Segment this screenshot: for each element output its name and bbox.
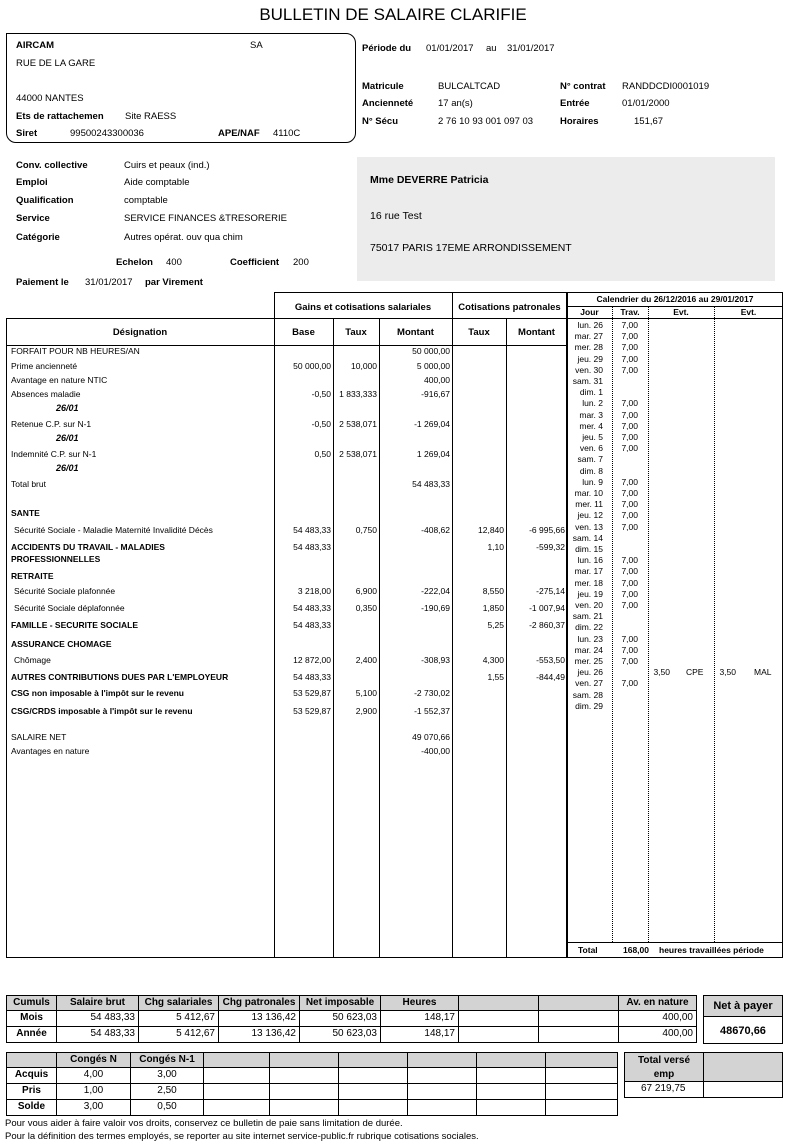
cal-trav: 7,00 <box>621 353 638 364</box>
conges-header <box>545 1052 618 1068</box>
row-designation: Prime ancienneté <box>11 361 78 371</box>
row-designation: Sécurité Sociale - Maladie Maternité Invalidité Décès <box>14 525 213 535</box>
matricule-value: BULCALTCAD <box>438 81 501 92</box>
cal-trav: 7,00 <box>621 555 638 566</box>
row-montant: -2 730,02 <box>414 688 450 698</box>
total-verse-label: Total versé emp <box>624 1052 704 1082</box>
cal-evt1-hours: 3,50 <box>653 667 670 678</box>
cumuls-cell <box>538 1010 619 1027</box>
paiement-label: Paiement le <box>16 277 69 288</box>
row-montant: 1 269,04 <box>416 449 450 459</box>
conges-header: Congés N <box>56 1052 131 1068</box>
cal-trav: 7,00 <box>621 420 638 431</box>
row-base: -0,50 <box>311 419 331 429</box>
cal-day: ven. 27 <box>575 678 603 689</box>
cal-trav: 7,00 <box>621 588 638 599</box>
conges-cell <box>476 1099 546 1116</box>
row-taux: 2 538,071 <box>339 419 377 429</box>
payslip-table <box>6 318 567 958</box>
row-montant: -308,93 <box>421 655 450 665</box>
cal-trav: 7,00 <box>621 364 638 375</box>
cal-total-value: 168,00 <box>623 945 649 955</box>
contrat-label: N° contrat <box>560 81 606 92</box>
cal-col-trav: Trav. <box>620 307 640 317</box>
row-taux: 0,350 <box>355 603 377 613</box>
cumuls-cell: 400,00 <box>618 1026 697 1043</box>
conges-cell: 3,00 <box>56 1099 131 1116</box>
cal-trav: 7,00 <box>621 678 638 689</box>
row-patron-montant: -844,49 <box>536 672 565 682</box>
page-title: BULLETIN DE SALAIRE CLARIFIE <box>259 5 527 24</box>
row-taux: 6,900 <box>355 586 377 596</box>
cal-col-evt1: Evt. <box>673 307 689 317</box>
cal-col-jour: Jour <box>580 307 599 317</box>
row-taux: 2,900 <box>355 706 377 716</box>
row-designation: ACCIDENTS DU TRAVAIL - MALADIES <box>11 542 165 552</box>
cal-evt2-hours: 3,50 <box>719 667 736 678</box>
cumuls-header: Net imposable <box>299 995 381 1011</box>
gains-header: Gains et cotisations salariales <box>294 302 432 313</box>
row-taux: 5,100 <box>355 688 377 698</box>
conges-cell <box>203 1067 270 1084</box>
cumuls-cell: 5 412,67 <box>138 1026 219 1043</box>
employer-street: RUE DE LA GARE <box>16 58 96 69</box>
row-designation: Absences maladie <box>11 389 81 399</box>
row-designation: FAMILLE - SECURITE SOCIALE <box>11 620 139 630</box>
horaires-label: Horaires <box>560 116 599 127</box>
cal-day: mar. 3 <box>579 409 603 420</box>
echelon-value: 400 <box>166 257 182 268</box>
row-designation: Total brut <box>11 479 46 489</box>
row-montant: 400,00 <box>424 375 450 385</box>
row-taux: 1 833,333 <box>339 389 377 399</box>
cal-trav: 7,00 <box>621 342 638 353</box>
row-patron-taux: 12,840 <box>478 525 504 535</box>
cumuls-cell: 54 483,33 <box>56 1026 139 1043</box>
cal-total-label: Total <box>578 945 598 955</box>
row-montant: -190,69 <box>421 603 450 613</box>
cumuls-row-label: Année <box>6 1026 57 1043</box>
siret-value: 99500243300036 <box>70 128 144 139</box>
cumuls-header: Av. en nature <box>618 995 697 1011</box>
conges-cell: 2,50 <box>130 1083 204 1100</box>
cal-day: ven. 6 <box>579 443 603 454</box>
row-designation: Avantages en nature <box>11 746 90 756</box>
total-verse-value: 67 219,75 <box>624 1081 704 1098</box>
total-verse-empty <box>703 1052 783 1082</box>
row-base: 53 529,87 <box>293 706 331 716</box>
cal-day: lun. 9 <box>582 476 603 487</box>
ape-label: APE/NAF <box>218 128 260 139</box>
period-label: Période du <box>362 43 412 54</box>
cal-trav: 7,00 <box>621 443 638 454</box>
row-base: 54 483,33 <box>293 542 331 552</box>
row-patron-montant: -599,32 <box>536 542 565 552</box>
conges-cell: 4,00 <box>56 1067 131 1084</box>
recipient-name: Mme DEVERRE Patricia <box>370 174 489 186</box>
cal-trav: 7,00 <box>621 566 638 577</box>
cal-day: sam. 7 <box>577 454 603 465</box>
conges-cell: 1,00 <box>56 1083 131 1100</box>
conges-header <box>269 1052 339 1068</box>
period-from: 01/01/2017 <box>426 43 474 54</box>
row-montant: -408,62 <box>421 525 450 535</box>
employer-form: SA <box>250 40 263 51</box>
col-patron-montant: Montant <box>518 327 555 338</box>
col-taux: Taux <box>345 327 367 338</box>
conges-cell <box>545 1099 618 1116</box>
row-designation: ASSURANCE CHOMAGE <box>11 639 112 649</box>
secu-label: N° Sécu <box>362 116 399 127</box>
row-patron-montant: -553,50 <box>536 655 565 665</box>
coef-label: Coefficient <box>230 257 280 268</box>
cal-day: lun. 16 <box>577 555 603 566</box>
cal-trav: 7,00 <box>621 521 638 532</box>
cal-trav: 7,00 <box>621 577 638 588</box>
row-designation: Chômage <box>14 655 51 665</box>
cumuls-header: Heures <box>380 995 459 1011</box>
row-designation: FORFAIT POUR NB HEURES/AN <box>11 346 140 356</box>
cumuls-cell: 148,17 <box>380 1010 459 1027</box>
col-designation: Désignation <box>112 327 168 338</box>
cumuls-cell <box>458 1026 539 1043</box>
row-montant: -400,00 <box>421 746 450 756</box>
row-designation: Sécurité Sociale plafonnée <box>14 586 116 596</box>
row-designation: 26/01 <box>56 433 79 443</box>
cal-trav: 7,00 <box>621 476 638 487</box>
cumuls-header <box>458 995 539 1011</box>
cumuls-cell: 50 623,03 <box>299 1026 381 1043</box>
row-base: 3 218,00 <box>297 586 331 596</box>
cal-day: mar. 27 <box>574 331 603 342</box>
conges-cell <box>407 1083 477 1100</box>
secu-value: 2 76 10 93 001 097 03 <box>438 116 534 127</box>
recipient-street: 16 rue Test <box>370 210 422 222</box>
row-base: 12 872,00 <box>293 655 331 665</box>
cal-trav: 7,00 <box>621 644 638 655</box>
cal-total-suffix: heures travaillées période <box>659 945 764 955</box>
conges-header <box>6 1052 57 1068</box>
conges-cell <box>203 1099 270 1116</box>
row-designation: Retenue C.P. sur N-1 <box>11 419 92 429</box>
row-taux: 2 538,071 <box>339 449 377 459</box>
cal-day: dim. 1 <box>579 387 603 398</box>
row-designation: CSG/CRDS imposable à l'impôt sur le revenu <box>11 706 193 716</box>
recipient-city: 75017 PARIS 17EME ARRONDISSEMENT <box>370 242 572 254</box>
period-to: 31/01/2017 <box>507 43 555 54</box>
cal-day: lun. 23 <box>577 633 603 644</box>
conges-cell <box>338 1067 408 1084</box>
service-label: Service <box>16 213 50 224</box>
employer-name: AIRCAM <box>16 40 54 51</box>
qualif-value: comptable <box>124 195 168 206</box>
contrat-value: RANDDCDI0001019 <box>622 81 710 92</box>
cumuls-header: Chg patronales <box>218 995 300 1011</box>
cal-trav: 7,00 <box>621 409 638 420</box>
cal-trav: 7,00 <box>621 331 638 342</box>
calendar-title: Calendrier du 26/12/2016 au 29/01/2017 <box>596 294 754 304</box>
conges-cell <box>203 1083 270 1100</box>
cal-day: ven. 20 <box>575 600 603 610</box>
cal-trav: 7,00 <box>621 600 638 610</box>
row-base: 54 483,33 <box>293 525 331 535</box>
conges-cell <box>269 1099 339 1116</box>
cal-evt2-code: MAL <box>754 667 772 678</box>
row-base: 54 483,33 <box>293 603 331 613</box>
emploi-label: Emploi <box>16 177 48 188</box>
cal-day: mar. 24 <box>574 644 603 655</box>
cal-day: mar. 17 <box>574 566 603 577</box>
cal-day: dim. 29 <box>575 700 603 711</box>
row-base: 53 529,87 <box>293 688 331 698</box>
site-value: Site RAESS <box>125 111 177 122</box>
conv-label: Conv. collective <box>16 160 88 171</box>
cal-day: jeu. 26 <box>577 667 603 678</box>
cal-trav: 7,00 <box>621 499 638 510</box>
row-base: 54 483,33 <box>293 620 331 630</box>
entree-value: 01/01/2000 <box>622 98 670 109</box>
cal-day: mer. 28 <box>574 342 603 353</box>
cal-day: dim. 8 <box>579 465 603 476</box>
row-patron-taux: 5,25 <box>487 620 504 630</box>
conges-cell <box>476 1083 546 1100</box>
matricule-label: Matricule <box>362 81 404 92</box>
row-montant: -916,67 <box>421 389 450 399</box>
conges-row-label: Pris <box>6 1083 57 1100</box>
cal-day: mer. 4 <box>579 420 603 431</box>
coef-value: 200 <box>293 257 309 268</box>
net-value: 48670,66 <box>703 1016 783 1044</box>
row-base: 54 483,33 <box>293 672 331 682</box>
row-patron-montant: -2 860,37 <box>529 620 565 630</box>
row-taux: 2,400 <box>355 655 377 665</box>
cal-day: ven. 13 <box>575 521 603 532</box>
conv-value: Cuirs et peaux (ind.) <box>124 160 210 171</box>
echelon-label: Echelon <box>116 257 153 268</box>
ape-value: 4110C <box>273 128 301 139</box>
categorie-value: Autres opérat. ouv qua chim <box>124 232 243 243</box>
emploi-value: Aide comptable <box>124 177 190 188</box>
footer-line2: Pour la définition des termes employés, se reporter au site internet service-public.fr rubrique cotisations sociales. <box>5 1131 479 1142</box>
employer-box <box>6 33 356 143</box>
row-base: 50 000,00 <box>293 361 331 371</box>
row-designation: Sécurité Sociale déplafonnée <box>14 603 125 613</box>
row-montant: -1 552,37 <box>414 706 450 716</box>
cumuls-cell <box>538 1026 619 1043</box>
row-designation: RETRAITE <box>11 571 54 581</box>
row-montant: 5 000,00 <box>416 361 450 371</box>
row-montant: 54 483,33 <box>412 479 450 489</box>
cal-day: mar. 10 <box>574 488 603 498</box>
row-patron-taux: 1,55 <box>487 672 504 682</box>
cal-day: ven. 30 <box>575 364 603 375</box>
conges-cell <box>545 1067 618 1084</box>
row-patron-taux: 1,10 <box>487 542 504 552</box>
row-taux: 0,750 <box>355 525 377 535</box>
cal-trav: 7,00 <box>621 398 638 409</box>
conges-cell <box>476 1067 546 1084</box>
conges-cell <box>407 1099 477 1116</box>
cumuls-header <box>538 995 619 1011</box>
cumuls-header: Salaire brut <box>56 995 139 1011</box>
cal-day: dim. 22 <box>575 622 603 633</box>
cal-day: mer. 25 <box>574 656 603 666</box>
total-verse-empty2 <box>703 1081 783 1098</box>
cal-day: mer. 18 <box>574 577 603 588</box>
row-montant: 50 000,00 <box>412 346 450 356</box>
anciennete-label: Ancienneté <box>362 98 414 109</box>
row-designation: CSG non imposable à l'impôt sur le revenu <box>11 688 185 698</box>
cumuls-cell: 13 136,42 <box>218 1026 300 1043</box>
service-value: SERVICE FINANCES &TRESORERIE <box>124 213 287 224</box>
conges-header <box>476 1052 546 1068</box>
row-patron-montant: -1 007,94 <box>529 603 565 613</box>
cumuls-header: Cumuls <box>6 995 57 1011</box>
row-taux: 10,000 <box>351 361 377 371</box>
horaires-value: 151,67 <box>634 116 664 127</box>
conges-row-label: Solde <box>6 1099 57 1116</box>
cal-day: mer. 11 <box>575 499 603 510</box>
conges-cell <box>407 1067 477 1084</box>
cal-day: sam. 28 <box>572 689 603 700</box>
net-label: Net à payer <box>703 995 783 1017</box>
row-designation: 26/01 <box>56 403 79 413</box>
cumuls-cell: 5 412,67 <box>138 1010 219 1027</box>
conges-cell: 0,50 <box>130 1099 204 1116</box>
row-patron-taux: 1,850 <box>482 603 504 613</box>
qualif-label: Qualification <box>16 195 74 206</box>
paiement-value: 31/01/2017 <box>85 277 133 288</box>
conges-cell <box>545 1083 618 1100</box>
cal-day: dim. 15 <box>575 544 603 554</box>
cumuls-header: Chg salariales <box>138 995 219 1011</box>
site-label: Ets de rattachemen <box>16 111 104 122</box>
row-montant: -1 269,04 <box>414 419 450 429</box>
footer-line1: Pour vous aider à faire valoir vos droits, conservez ce bulletin de paie sans limitation de durée. <box>5 1118 403 1129</box>
row-patron-montant: -6 995,66 <box>529 525 565 535</box>
conges-cell: 3,00 <box>130 1067 204 1084</box>
categorie-label: Catégorie <box>16 232 60 243</box>
conges-cell <box>269 1083 339 1100</box>
row-designation: PROFESSIONNELLES <box>11 554 101 564</box>
cal-day: sam. 31 <box>572 376 603 386</box>
row-designation: SALAIRE NET <box>11 732 67 742</box>
cal-evt1-code: CPE <box>686 667 704 678</box>
row-base: 0,50 <box>314 449 331 459</box>
row-patron-taux: 4,300 <box>482 655 504 665</box>
conges-header <box>338 1052 408 1068</box>
conges-header <box>407 1052 477 1068</box>
cumuls-cell: 400,00 <box>618 1010 697 1027</box>
cal-day: sam. 14 <box>572 532 603 543</box>
row-designation: Indemnité C.P. sur N-1 <box>11 449 97 459</box>
anciennete-value: 17 an(s) <box>438 98 473 109</box>
cumuls-cell: 148,17 <box>380 1026 459 1043</box>
row-designation: SANTE <box>11 508 40 518</box>
cal-day: lun. 2 <box>582 398 603 409</box>
row-patron-taux: 8,550 <box>482 586 504 596</box>
row-designation: 26/01 <box>56 463 79 473</box>
conges-cell <box>269 1067 339 1084</box>
col-montant: Montant <box>397 327 434 338</box>
conges-row-label: Acquis <box>6 1067 57 1084</box>
cumuls-cell: 50 623,03 <box>299 1010 381 1027</box>
siret-label: Siret <box>16 128 38 139</box>
patron-header: Cotisations patronales <box>458 302 561 313</box>
row-designation: AUTRES CONTRIBUTIONS DUES PAR L'EMPLOYEUR <box>11 672 229 682</box>
cal-day: jeu. 5 <box>582 432 603 442</box>
row-montant: 49 070,66 <box>412 732 450 742</box>
cal-day: jeu. 12 <box>577 510 603 521</box>
row-base: -0,50 <box>311 389 331 399</box>
cal-day: jeu. 29 <box>577 353 603 364</box>
row-patron-montant: -275,14 <box>536 586 565 596</box>
cal-trav: 7,00 <box>621 656 638 666</box>
conges-header: Congés N-1 <box>130 1052 204 1068</box>
cumuls-row-label: Mois <box>6 1010 57 1027</box>
cal-trav: 7,00 <box>621 510 638 521</box>
cal-trav: 7,00 <box>621 432 638 442</box>
employer-city: 44000 NANTES <box>16 93 84 104</box>
conges-cell <box>338 1099 408 1116</box>
conges-header <box>203 1052 270 1068</box>
col-base: Base <box>292 327 315 338</box>
cumuls-cell: 54 483,33 <box>56 1010 139 1027</box>
cal-day: lun. 26 <box>577 320 603 330</box>
cumuls-cell: 13 136,42 <box>218 1010 300 1027</box>
paiement-mode: par Virement <box>145 277 203 288</box>
conges-cell <box>338 1083 408 1100</box>
cumuls-cell <box>458 1010 539 1027</box>
entree-label: Entrée <box>560 98 590 109</box>
cal-day: sam. 21 <box>572 611 603 622</box>
cal-col-evt2: Evt. <box>740 307 757 317</box>
cal-trav: 7,00 <box>621 320 638 330</box>
col-patron-taux: Taux <box>468 327 490 338</box>
row-designation: Avantage en nature NTIC <box>11 375 108 385</box>
cal-day: jeu. 19 <box>577 588 603 599</box>
period-au: au <box>486 43 497 54</box>
cal-trav: 7,00 <box>621 633 638 644</box>
row-montant: -222,04 <box>421 586 450 596</box>
cal-trav: 7,00 <box>621 488 638 498</box>
